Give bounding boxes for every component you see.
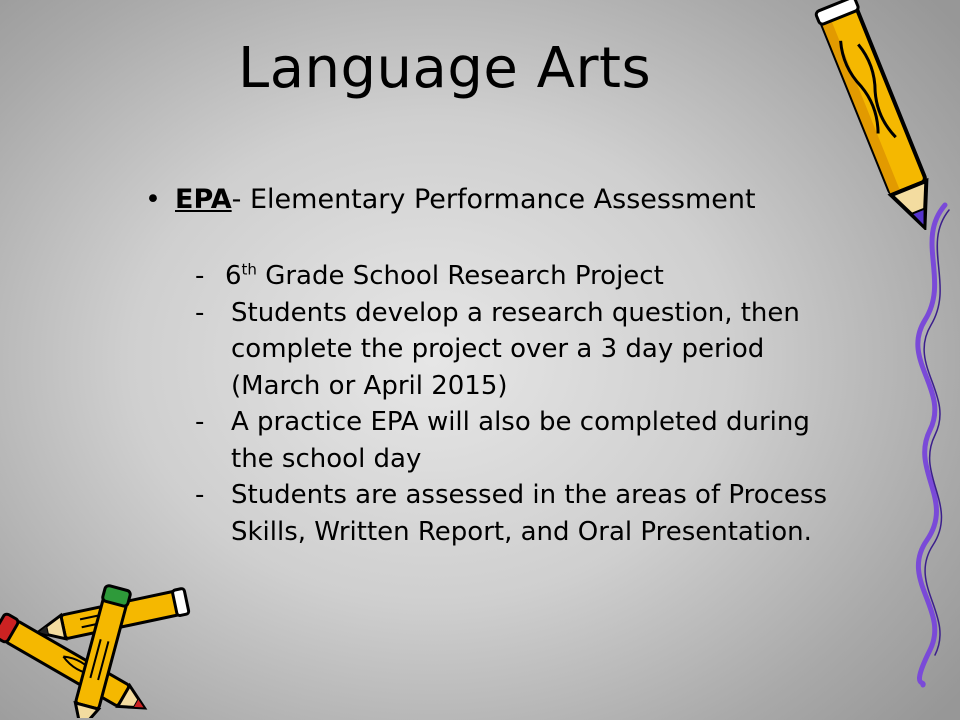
bullet-term: EPA	[175, 184, 232, 215]
bullet-icon: •	[145, 184, 161, 215]
ordinal-number: 6	[225, 261, 242, 291]
sub-item-text: Students are assessed in the areas of Process Skills, Written Report, and Oral Presentation.	[231, 480, 827, 547]
grade-project-label: Grade School Research Project	[256, 261, 664, 291]
pencils-icon	[0, 570, 200, 718]
sub-list	[195, 258, 855, 550]
sub-item-research	[195, 295, 855, 405]
sub-item-text: Students develop a research question, then complete the project over a 3 day period (March or April 2015)	[231, 297, 800, 401]
slide-title: Language Arts	[238, 36, 652, 101]
bullet-item-epa	[145, 182, 756, 218]
bullet-description: - Elementary Performance Assessment	[231, 184, 756, 215]
ordinal-suffix: th	[241, 260, 257, 279]
dash-icon: -	[195, 261, 205, 291]
dash-icon: -	[195, 480, 205, 510]
pencil-icon	[800, 0, 950, 230]
sub-item-grade	[195, 258, 855, 295]
squiggle-icon	[905, 200, 960, 690]
sub-item-assessment	[195, 477, 855, 550]
sub-item-practice	[195, 404, 855, 477]
dash-icon: -	[195, 407, 205, 437]
sub-item-text: A practice EPA will also be completed during the school day	[231, 407, 810, 474]
sub-item-text	[225, 258, 855, 295]
dash-icon: -	[195, 297, 205, 328]
